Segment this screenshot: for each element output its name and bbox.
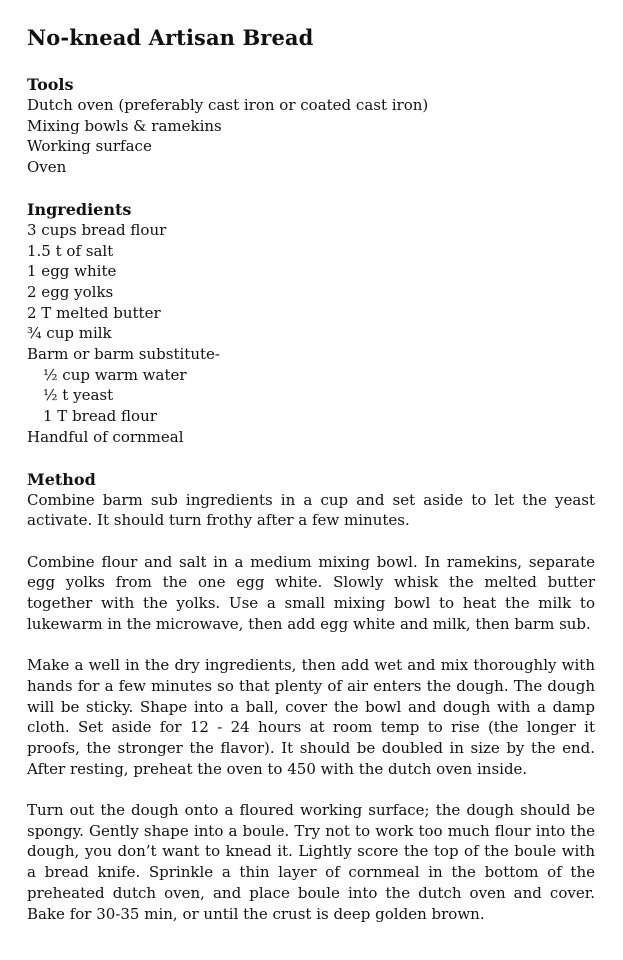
sub-list-item: ½ cup warm water xyxy=(43,365,187,384)
recipe-document xyxy=(27,22,595,945)
page-title: No-knead Artisan Bread xyxy=(27,25,314,50)
sub-list-item: ½ t yeast xyxy=(43,386,114,405)
list-item: ¾ cup milk xyxy=(27,324,112,343)
ingredients-heading: Ingredients xyxy=(27,199,132,219)
tools-section xyxy=(27,74,595,178)
method-paragraph: Turn out the dough onto a floured working surface; the dough should be spongy. Gently shape into a boule. Try not to work too much flour into the dough, you don’t want to knead it. Lightly score the top of the boule with a bread knife. Sprinkle a thin layer of cornmeal in the bottom of the preheated dutch oven, and place boule into the dutch oven and cover. Bake for 30-35 min, or until the crust is deep golden brown. xyxy=(27,801,595,923)
list-item: 3 cups bread flour xyxy=(27,220,167,239)
method-paragraph: Combine barm sub ingredients in a cup and set aside to let the yeast activate. It should turn frothy after a few minutes. xyxy=(27,490,595,530)
list-item: Handful of cornmeal xyxy=(27,427,184,446)
tools-heading: Tools xyxy=(27,75,74,94)
list-item: Barm or barm substitute- xyxy=(27,345,220,364)
method-section xyxy=(27,469,595,925)
list-item: Working surface xyxy=(27,137,152,156)
method-paragraph: Make a well in the dry ingredients, then add wet and mix thoroughly with hands for a few minutes so that plenty of air enters the dough. The dough will be sticky. Shape into a ball, cover the bowl and dough with a damp cloth. Set aside for 12 - 24 hours at room temp to rise (the longer it proofs, the stronger the flavor). It should be doubled in size by the end. After resting, preheat the oven to 450 with the dutch oven inside. xyxy=(27,656,595,778)
list-item: Oven xyxy=(27,158,67,177)
list-item: 1 egg white xyxy=(27,262,117,281)
list-item: 2 T melted butter xyxy=(27,303,161,322)
list-item: Dutch oven (preferably cast iron or coated cast iron) xyxy=(27,96,429,114)
ingredients-section xyxy=(27,199,595,448)
list-item: 1.5 t of salt xyxy=(27,241,114,260)
sub-list-item: 1 T bread flour xyxy=(43,407,157,426)
method-heading: Method xyxy=(27,469,96,489)
list-item: Mixing bowls & ramekins xyxy=(27,116,222,135)
list-item: 2 egg yolks xyxy=(27,282,114,301)
method-paragraph: Combine flour and salt in a medium mixing bowl. In ramekins, separate egg yolks from the one egg white. Slowly whisk the melted butter together with the yolks. Use a small mixing bowl to heat the milk to lukewarm in the microwave, then add egg white and milk, then barm sub. xyxy=(27,552,595,633)
